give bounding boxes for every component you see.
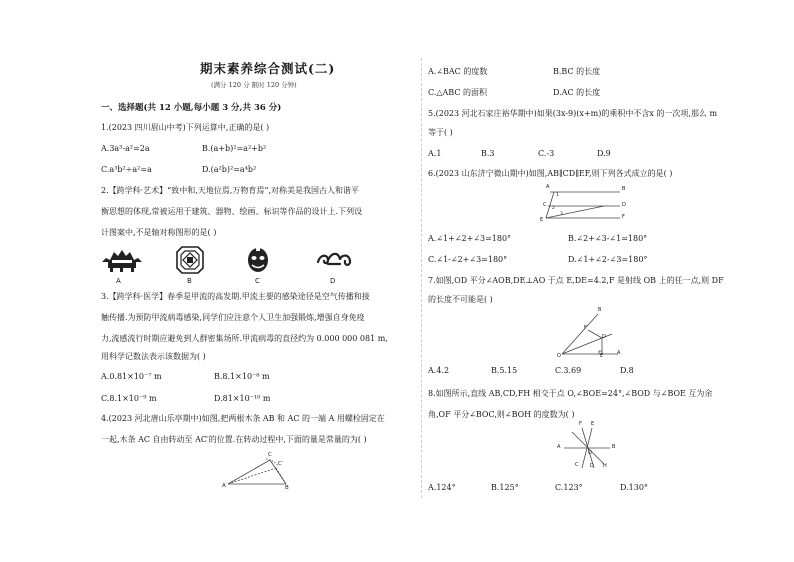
- q1-option-a: A.3a³-a²=2a: [101, 144, 150, 153]
- q3-option-d: D.81×10⁻¹⁰ m: [214, 394, 271, 403]
- q4-line1: 4.(2023 河北唐山乐亭期中)如图,把两根木条 AB 和 AC 的一端 A 用螺栓固定在: [101, 414, 385, 423]
- q1-option-d: D.(a²b)²=a⁴b²: [202, 165, 257, 174]
- q6-label-f: F: [622, 214, 625, 220]
- q8-label-h: H: [603, 463, 607, 469]
- q6-label-b: B: [622, 186, 626, 192]
- q3-option-b: B.8.1×10⁻⁸ m: [214, 372, 270, 381]
- column-divider: [421, 58, 422, 498]
- q2-line2: 衡思想的体现,常被运用于建筑、器物、绘画、标识等作品的设计上.下列设: [101, 207, 363, 216]
- q1-option-c: C.a³b²÷a²=a: [101, 165, 152, 174]
- q4-option-a: A.∠BAC 的度数: [428, 67, 488, 76]
- q1-stem: 1.(2023 四川眉山中考)下列运算中,正确的是( ): [101, 123, 270, 132]
- q5-option-d: D.9: [597, 149, 611, 158]
- q6-label-c: C: [543, 202, 547, 208]
- q8-option-c: C.123°: [555, 483, 583, 492]
- q8-label-d: D: [590, 463, 594, 469]
- q5-line2: 等于( ): [428, 128, 453, 137]
- q6-label-angle2: 2: [552, 206, 555, 211]
- q2-label-a: A: [116, 277, 121, 285]
- q8-option-d: D.130°: [620, 483, 648, 492]
- q6-label-d: D: [622, 202, 626, 208]
- q7-label-a: A: [617, 350, 621, 356]
- q3-line3: 力,流感流行时期应避免到人群密集场所.甲流病毒的直径约为 0.000 000 081 m,: [101, 334, 388, 343]
- q6-stem: 6.(2023 山东济宁微山期中)如图,AB∥CD∥EF,则下列各式成立的是( ): [428, 169, 673, 178]
- q5-option-c: C.-3: [538, 149, 555, 158]
- q2-label-b: B: [187, 277, 192, 285]
- q4-label-a: A: [222, 483, 226, 489]
- section-heading: 一、选择题(共 12 小题,每小题 3 分,共 36 分): [101, 103, 282, 113]
- q6-option-d: D.∠1+∠2-∠3=180°: [568, 255, 648, 264]
- q3-line2: 触传播.为预防甲流病毒感染,同学们应注意个人卫生加强锻炼,增强自身免疫: [101, 313, 365, 322]
- q8-line2: 角,OF 平分∠BOC,则∠BOH 的度数为( ): [428, 410, 575, 419]
- q2-figure-a: [102, 250, 142, 272]
- q8-label-o: O: [588, 450, 592, 456]
- q2-label-d: D: [330, 277, 336, 285]
- q4-option-c: C.△ABC 的面积: [428, 88, 487, 97]
- q8-label-a: A: [557, 444, 561, 450]
- q4-option-b: B.BC 的长度: [553, 67, 601, 76]
- q7-figure: [558, 310, 620, 360]
- q4-label-c-prime: C′: [278, 461, 284, 467]
- q2-line1: 2.【跨学科·艺术】“致中和,天地位焉,万物育焉”,对称美是我国古人和谐平: [101, 186, 359, 195]
- q8-label-f: F: [579, 421, 582, 427]
- q7-label-o: O: [557, 353, 561, 359]
- q7-option-b: B.5.15: [491, 366, 518, 375]
- q6-option-a: A.∠1+∠2+∠3=180°: [428, 234, 512, 243]
- q8-label-e: E: [591, 421, 595, 427]
- q5-line1: 5.(2023 河北石家庄裕华期中)如果(3x-9)(x+m)的乘积中不含x 的一次项,那么 m: [428, 109, 718, 118]
- q4-label-c: C: [268, 452, 272, 458]
- q3-option-c: C.8.1×10⁻⁹ m: [101, 394, 157, 403]
- q2-figures: [100, 246, 360, 276]
- q2-label-c: C: [255, 277, 260, 285]
- q2-figure-b: [177, 247, 203, 273]
- q8-line1: 8.如图所示,直线 AB,CD,FH 相交于点 O,∠BOE=24°,∠BOD 与∠BOE 互为余: [428, 389, 713, 398]
- q7-label-b: B: [598, 307, 602, 313]
- q5-option-a: A.1: [428, 149, 442, 158]
- q7-option-d: D.8: [620, 366, 634, 375]
- q2-line3: 计图案中,不是轴对称图形的是( ): [101, 228, 217, 237]
- q2-figure-d: [318, 254, 350, 265]
- q3-line4: 用科学记数法表示该数据为( ): [101, 352, 206, 361]
- q7-option-c: C.3.69: [555, 366, 582, 375]
- q7-option-a: A.4.2: [428, 366, 450, 375]
- q2-figure-c: [248, 248, 268, 272]
- q8-label-c: C: [575, 462, 579, 468]
- q4-line2: 一起,木条 AC 自由转动至 AC′的位置.在转动过程中,下面的量是常量的为( ): [101, 435, 367, 444]
- q6-label-e: E: [540, 217, 544, 223]
- q6-option-b: B.∠2+∠3-∠1=180°: [568, 234, 648, 243]
- q6-label-angle1: 1: [556, 193, 559, 198]
- q7-label-e: E: [600, 353, 604, 359]
- page-title: 期末素养综合测试(二): [200, 61, 336, 76]
- q7-line2: 的长度不可能是( ): [428, 295, 493, 304]
- q4-figure: [222, 450, 302, 492]
- q6-option-c: C.∠1-∠2+∠3=180°: [428, 255, 508, 264]
- q8-option-a: A.124°: [428, 483, 456, 492]
- q7-line1: 7.如图,OD 平分∠AOB,DE⊥AO 于点 E,DE=4.2,F 是射线 OB 上的任一点,则 DF: [428, 276, 724, 285]
- q5-option-b: B.3: [481, 149, 495, 158]
- q8-option-b: B.125°: [491, 483, 519, 492]
- q1-option-b: B.(a+b)²=a²+b²: [202, 144, 267, 153]
- q3-line1: 3.【跨学科·医学】春季是甲流的高发期.甲流主要的感染途径是空气传播和接: [101, 292, 370, 301]
- q7-label-d: D: [602, 334, 606, 340]
- q3-option-a: A.0.81×10⁻⁷ m: [101, 372, 162, 381]
- q8-label-b: B: [612, 444, 616, 450]
- page-subtitle: (满分 120 分 限时 120 分钟): [211, 81, 297, 89]
- q6-label-angle3: 3: [560, 212, 563, 217]
- q6-label-a: A: [546, 184, 550, 190]
- q7-label-f: F: [584, 325, 587, 331]
- q4-option-d: D.AC 的长度: [553, 88, 601, 97]
- q4-label-b: B: [285, 485, 289, 491]
